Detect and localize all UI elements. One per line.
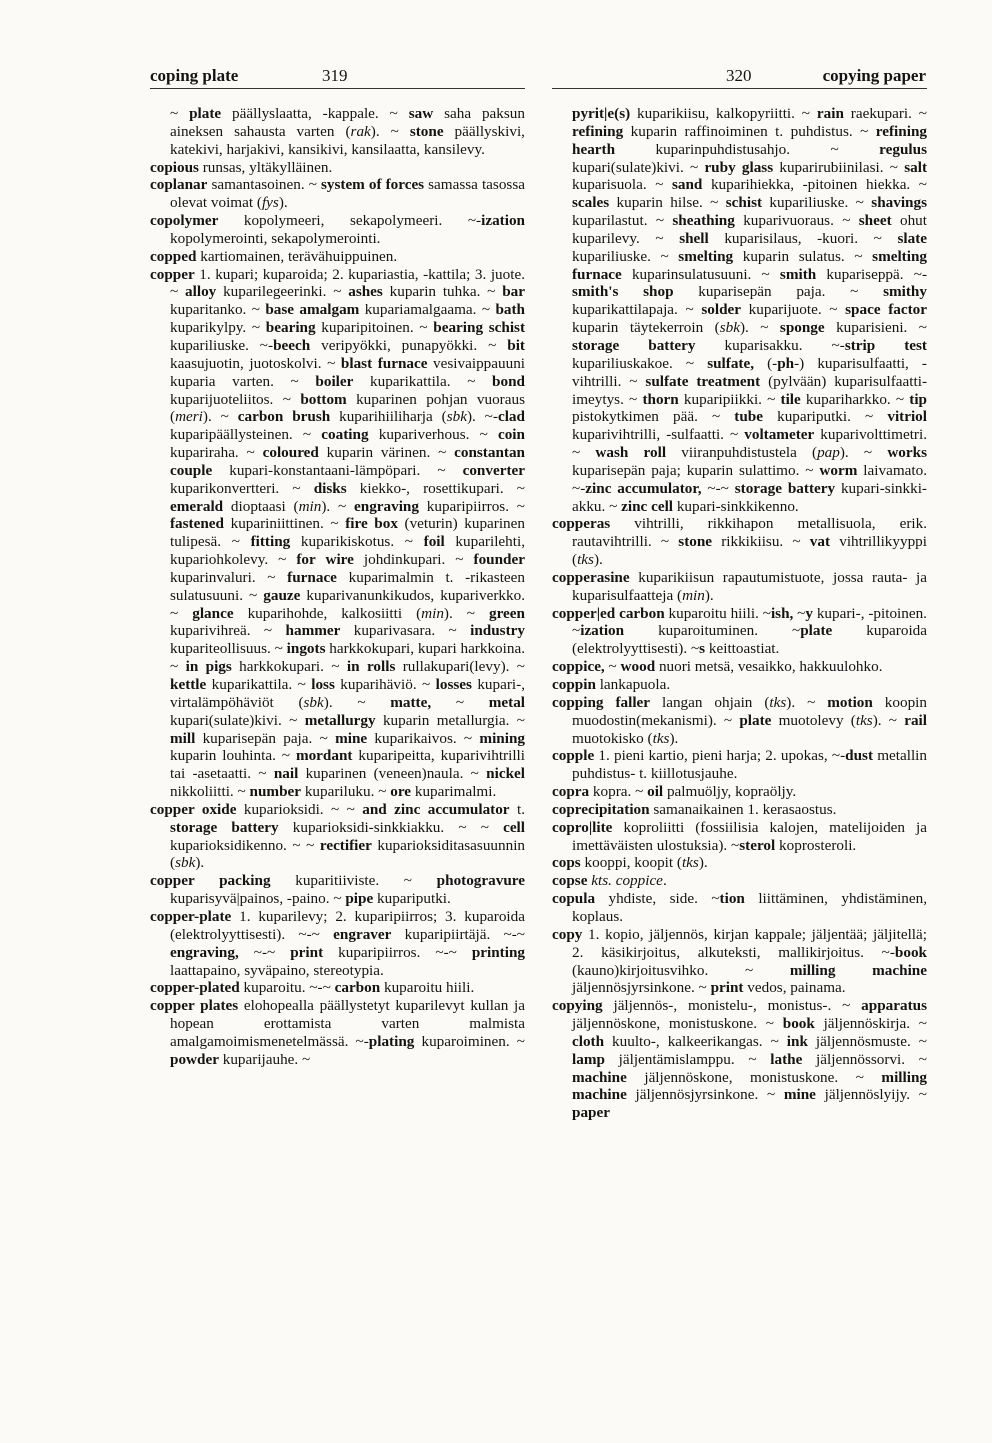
- dictionary-entry: copper packing kuparitiiviste. ~ photogravure kuparisyvä|painos, -paino. ~ pipe kupariputki.: [150, 872, 525, 908]
- dictionary-entry: copped kartiomainen, terävähuippuinen.: [150, 247, 398, 265]
- dictionary-entry: copse kts. coppice.: [552, 872, 667, 890]
- dictionary-entry: copula yhdiste, side. ~tion liittäminen, yhdistäminen, koplaus.: [552, 890, 927, 925]
- dictionary-entry: coppin lankapuola.: [552, 676, 671, 693]
- dictionary-entry: copperas vihtrilli, rikkihapon metallisuola, erik. rautavihtrilli. ~ stone rikkikiisu. ~ vat vihtrillikyyppi (tks).: [552, 515, 927, 569]
- dictionary-entry: copping faller langan ohjain (tks). ~ motion koopin muodostin(mekanismi). ~ plate muotolevy (tks). ~ rail muotokisko (tks).: [552, 693, 927, 747]
- dictionary-entry: coplanar samantasoinen. ~ system of forces samassa tasossa olevat voimat (fys).: [150, 176, 525, 212]
- dictionary-entry: copy 1. kopio, jäljennös, kirjan kappale; jäljentää; jäljitellä; 2. käsikirjoitus, alkuteksti, mallikirjoitus. ~-book (kauno)kirjoitusvihko. ~ milling machine jäljennösjyrsinkone. ~ print vedos, painama.: [552, 925, 927, 997]
- dictionary-entry: copper-plate 1. kuparilevy; 2. kuparipiirros; 3. kuparoida (elektrolyyttisesti). ~-~ engraver kuparipiirtäjä. ~-~ engraving, ~-~ print kuparipiirros. ~-~ printing laattapaino, syväpaino, stereotypia.: [150, 907, 525, 979]
- dictionary-entry: copperasine kuparikiisun rapautumistuote, jossa rauta- ja kuparisulfaatteja (min).: [552, 568, 927, 604]
- dictionary-entry: copper oxide kuparioksidi. ~ ~ and zinc accumulator t. storage battery kuparioksidi-sinkkiakku. ~ ~ cell kuparioksidikenno. ~ ~ rectifier kuparioksiditasasuunnin (sbk).: [150, 800, 526, 872]
- dictionary-entry: copious runsas, yltäkylläinen.: [150, 158, 333, 176]
- header-rule-right: [552, 88, 927, 89]
- dictionary-entry: copra kopra. ~ oil palmuöljy, kopraöljy.: [552, 783, 797, 801]
- dictionary-entry: copper-plated kuparoitu. ~-~ carbon kuparoitu hiili.: [150, 979, 475, 997]
- dictionary-entry: copper plates elohopealla päällystetyt kuparilevyt kullan ja hopean erottamista varten malmista amalgamoimismenetelmässä. ~-plating kuparoiminen. ~ powder kuparijauhe. ~: [150, 997, 525, 1068]
- right-column: [552, 105, 927, 1122]
- running-head-right: copying paper: [822, 66, 926, 85]
- dictionary-entry: pyrit|e(s) kuparikiisu, kalkopyriitti. ~ rain raekupari. ~ refining kuparin raffinoiminen t. puhdistus. ~ refining hearth kuparinpuhdistusahjo. ~ regulus kupari(sulate)kivi. ~ ruby glass kuparirubiinilasi. ~ salt kuparisuola. ~ sand kuparihiekka, -pitoinen hiekka. ~ scales kuparin hilse. ~ schist kupariliuske. ~ shavings kuparilastut. ~ sheathing kuparivuoraus. ~ sheet ohut kuparilevy. ~ shell kuparisilaus, -kuori. ~ slate kupariliuske. ~ smelting kuparin sulatus. ~ smelting furnace kuparinsulatusuuni. ~ smith kupariseppä. ~-smith's shop kuparisepän paja. ~ smithy kuparikattilapaja. ~ solder kuparijuote. ~ space factor kuparin täytekerroin (sbk). ~ sponge kuparisieni. ~ storage battery kuparisakku. ~-strip test kupariliuskakoe. ~ sulfate, (-ph-) kuparisulfaatti, -vihtrilli. ~ sulfate treatment (pylvään) kuparisulfaatti-imeytys. ~ thorn kuparipiikki. ~ tile kupariharkko. ~ tip pistokytkimen pää. ~ tube kupariputki. ~ vitriol kuparivihtrilli, -sulfaatti. ~ voltameter kuparivolttimetri. ~ wash roll viiranpuhdistustela (pap). ~ works kuparisepän paja; kuparin sulattimo. ~ worm laivamato. ~-zinc accumulator, ~-~ storage battery kupari-sinkki-akku. ~ zinc cell kupari-sinkkikenno.: [572, 105, 928, 515]
- dictionary-entry: copper 1. kupari; kuparoida; 2. kupariastia, -kattila; 3. juote. ~ alloy kuparilegeerinki. ~ ashes kuparin tuhka. ~ bar kuparitanko. ~ base amalgam kupariamalgaama. ~ bath kuparikylpy. ~ bearing kuparipitoinen. ~ bearing schist kupariliuske. ~-beech veripyökki, punapyökki. ~ bit kaasujuotin, juotoskolvi. ~ blast furnace vesivaippauuni kuparia varten. ~ boiler kuparikattila. ~ bond kuparijuoteliitos. ~ bottom kuparinen pohjan vuoraus (meri). ~ carbon brush kuparihiiliharja (sbk). ~-clad kuparipäällysteinen. ~ coating kupariverhous. ~ coin kupariraha. ~ coloured kuparin värinen. ~ constantan couple kupari-konstantaani-lämpöpari. ~ converter kuparikonvertteri. ~ disks kiekko-, rosettikupari. ~ emerald dioptaasi (min). ~ engraving kuparipiirros. ~ fastened kupariniittinen. ~ fire box (veturin) kuparinen tulipesä. ~ fitting kuparikiskotus. ~ foil kuparilehti, kupariohkolevy. ~ for wire johdinkupari. ~ founder kuparinvaluri. ~ furnace kuparimalmin t. -rikasteen sulatusuuni. ~ gauze kuparivanunkikudos, kupariverkko. ~ glance kuparihohde, kalkosiitti (min). ~ green kuparivihreä. ~ hammer kuparivasara. ~ industry kupariteollisuus. ~ ingots harkkokupari, kupari harkkoina. ~ in pigs harkkokupari. ~ in rolls rullakupari(levy). ~ kettle kuparikattila. ~ loss kuparihäviö. ~ losses kupari-, virtalämpöhäviöt (sbk). ~ matte, ~ metal kupari(sulate)kivi. ~ metallurgy kuparin metallurgia. ~ mill kuparisepän paja. ~ mine kuparikaivos. ~ mining kuparin louhinta. ~ mordant kuparipeitta, kuparivihtrilli tai -asetaatti. ~ nail kuparinen (veneen)naula. ~ nickel nikkoliitti. ~ number kupariluku. ~ ore kuparimalmi.: [150, 265, 526, 801]
- left-column: [150, 105, 525, 1069]
- header-rule-left: [150, 88, 525, 89]
- dictionary-entry: ~ plate päällyslaatta, -kappale. ~ saw saha paksun aineksen sahausta varten (rak). ~ stone päällyskivi, katekivi, harjakivi, kansikivi, kansilaatta, kansilevy.: [170, 105, 525, 158]
- dictionary-entry: cops kooppi, koopit (tks).: [552, 854, 708, 872]
- dictionary-entry: copple 1. pieni kartio, pieni harja; 2. upokas, ~-dust metallin puhdistus- t. kiillotusjauhe.: [552, 747, 927, 783]
- running-head-left: coping plate: [150, 66, 239, 85]
- page-number-right: 320: [726, 66, 752, 85]
- dictionary-entry: coppice, ~ wood nuori metsä, vesaikko, hakkuulohko.: [552, 658, 883, 676]
- dictionary-entry: copying jäljennös-, monistelu-, monistus-. ~ apparatus jäljennöskone, monistuskone. ~ book jäljennöskirja. ~ cloth kuulto-, kalkeerikangas. ~ ink jäljennösmuste. ~ lamp jäljentämislamppu. ~ lathe jäljennössorvi. ~ machine jäljennöskone, monistuskone. ~ milling machine jäljennösjyrsinkone. ~ mine jäljennöslyijy. ~ paper: [552, 997, 928, 1122]
- dictionary-entry: coprecipitation samanaikainen 1. kerasaostus.: [552, 800, 837, 818]
- dictionary-entry: copro|lite koproliitti (fossiilisia kalojen, matelijoiden ja imettäväisten ulostuksia). ~sterol koprosteroli.: [552, 818, 927, 854]
- page-number-left: 319: [322, 66, 348, 85]
- dictionary-entry: copper|ed carbon kuparoitu hiili. ~ish, ~y kupari-, -pitoinen. ~ization kuparoituminen. ~plate kuparoida (elektrolyyttisesti). ~s keittoastiat.: [552, 604, 927, 658]
- dictionary-entry: copolymer kopolymeeri, sekapolymeeri. ~-ization kopolymerointi, sekapolymerointi.: [150, 212, 525, 247]
